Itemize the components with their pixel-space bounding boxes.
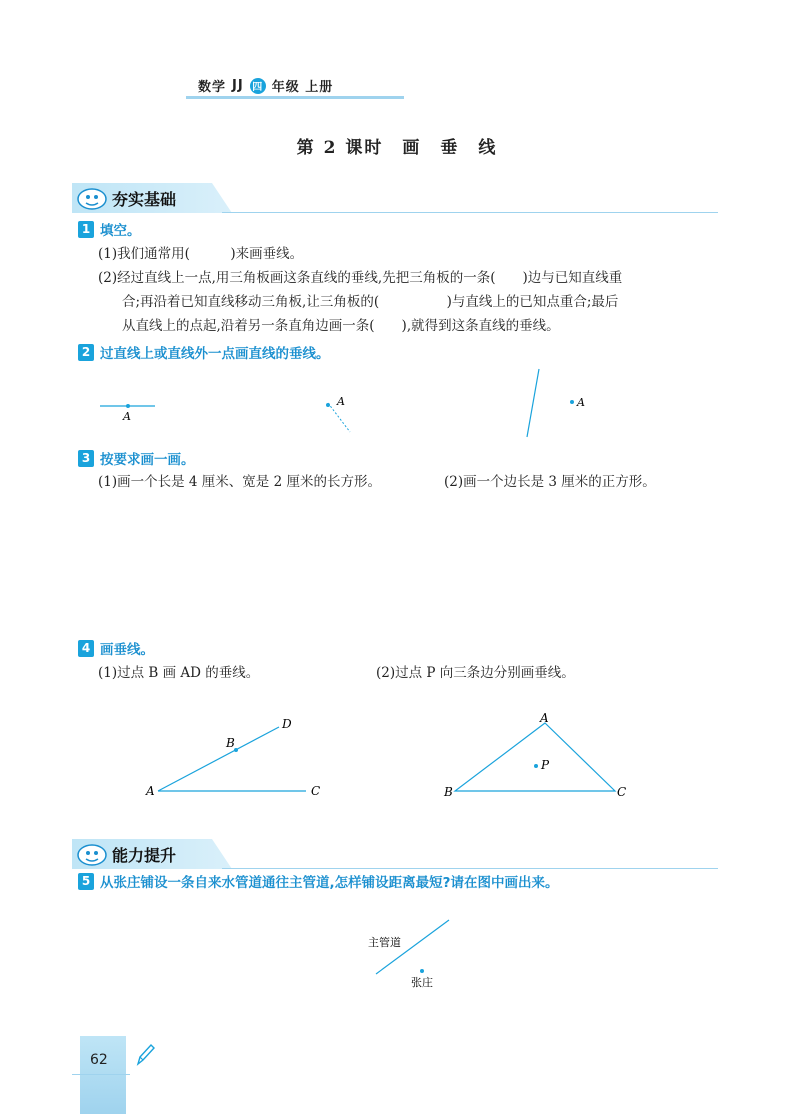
question-2-header: [78, 342, 330, 362]
page-rule: [72, 1074, 130, 1075]
q2-line-3: [527, 369, 539, 437]
q1-line-1: (1)我们通常用( )来画垂线。: [98, 246, 304, 262]
header-subject: 数学: [198, 80, 227, 95]
question-1-header: [78, 219, 141, 239]
mascot-icon: [76, 185, 108, 211]
q2-label-2: A: [337, 395, 345, 408]
q4-part-2: (2)过点 P 向三条边分别画垂线。: [376, 665, 575, 681]
q1-line-3: 合;再沿着已知直线移动三角板,让三角板的( )与直线上的已知点重合;最后: [122, 294, 619, 310]
header-grade: 年级 上册: [271, 80, 334, 95]
pencil-icon: [134, 1042, 156, 1068]
q2-label-1: A: [123, 410, 131, 423]
q4-triangle: [455, 723, 615, 791]
q4-ray-ad: [158, 727, 279, 791]
q4-point-p: [534, 764, 538, 768]
question-4-header: [78, 638, 154, 658]
section-title-basics: 夯实基础: [112, 189, 177, 209]
q1-line-2: (2)经过直线上一点,用三角板画这条直线的垂线,先把三角板的一条( )边与已知直线重: [98, 270, 623, 286]
q4-label-a: A: [146, 784, 155, 798]
header-edition: JJ: [232, 78, 244, 93]
q3-part-1: (1)画一个长是 4 厘米、宽是 2 厘米的长方形。: [98, 474, 381, 490]
header-rule: [186, 96, 404, 99]
q4-figures: [0, 705, 794, 805]
q2-figures: [0, 360, 794, 450]
q5-figure: [0, 910, 794, 1000]
q3-part-2: (2)画一个边长是 3 厘米的正方形。: [444, 474, 656, 490]
question-number: 4: [78, 640, 94, 657]
page-number: 62: [90, 1052, 108, 1068]
q4-label-c: C: [311, 784, 321, 798]
question-title: 填空。: [100, 223, 141, 239]
question-title: 按要求画一画。: [100, 452, 195, 468]
question-number: 5: [78, 873, 94, 890]
q4-label-d: D: [282, 717, 292, 731]
q2-label-3: A: [577, 396, 585, 409]
lesson-title: 第 2 课时 画 垂 线: [296, 138, 498, 158]
q4-tri-label-c: C: [617, 785, 627, 799]
question-title: 过直线上或直线外一点画直线的垂线。: [100, 346, 330, 362]
question-title: 从张庄铺设一条自来水管道通往主管道,怎样铺设距离最短?请在图中画出来。: [100, 875, 559, 891]
question-title: 画垂线。: [100, 642, 154, 658]
question-3-header: [78, 448, 195, 468]
question-number: 1: [78, 221, 94, 238]
question-number: 3: [78, 450, 94, 467]
section-band-advanced: [72, 839, 718, 869]
q2-point-3: [570, 400, 574, 404]
running-header: [198, 76, 333, 95]
q5-label-village: 张庄: [411, 976, 433, 989]
grade-badge: 四: [250, 78, 266, 94]
section-band-basics: [72, 183, 718, 213]
page-number-tab: [80, 1036, 126, 1114]
q4-tri-label-p: P: [541, 758, 550, 772]
q2-point-1: [126, 404, 130, 408]
mascot-icon: [76, 841, 108, 867]
q5-label-pipe: 主管道: [368, 936, 401, 949]
q4-label-b: B: [226, 736, 235, 750]
q5-village-point: [420, 969, 424, 973]
question-number: 2: [78, 344, 94, 361]
q4-part-1: (1)过点 B 画 AD 的垂线。: [98, 665, 260, 681]
section-title-advanced: 能力提升: [112, 845, 177, 865]
q2-point-2: [326, 403, 330, 407]
q4-tri-label-a: A: [540, 711, 549, 725]
question-5-header: [78, 871, 558, 891]
q1-line-4: 从直线上的点起,沿着另一条直角边画一条( ),就得到这条直线的垂线。: [122, 318, 560, 334]
q4-tri-label-b: B: [444, 785, 453, 799]
